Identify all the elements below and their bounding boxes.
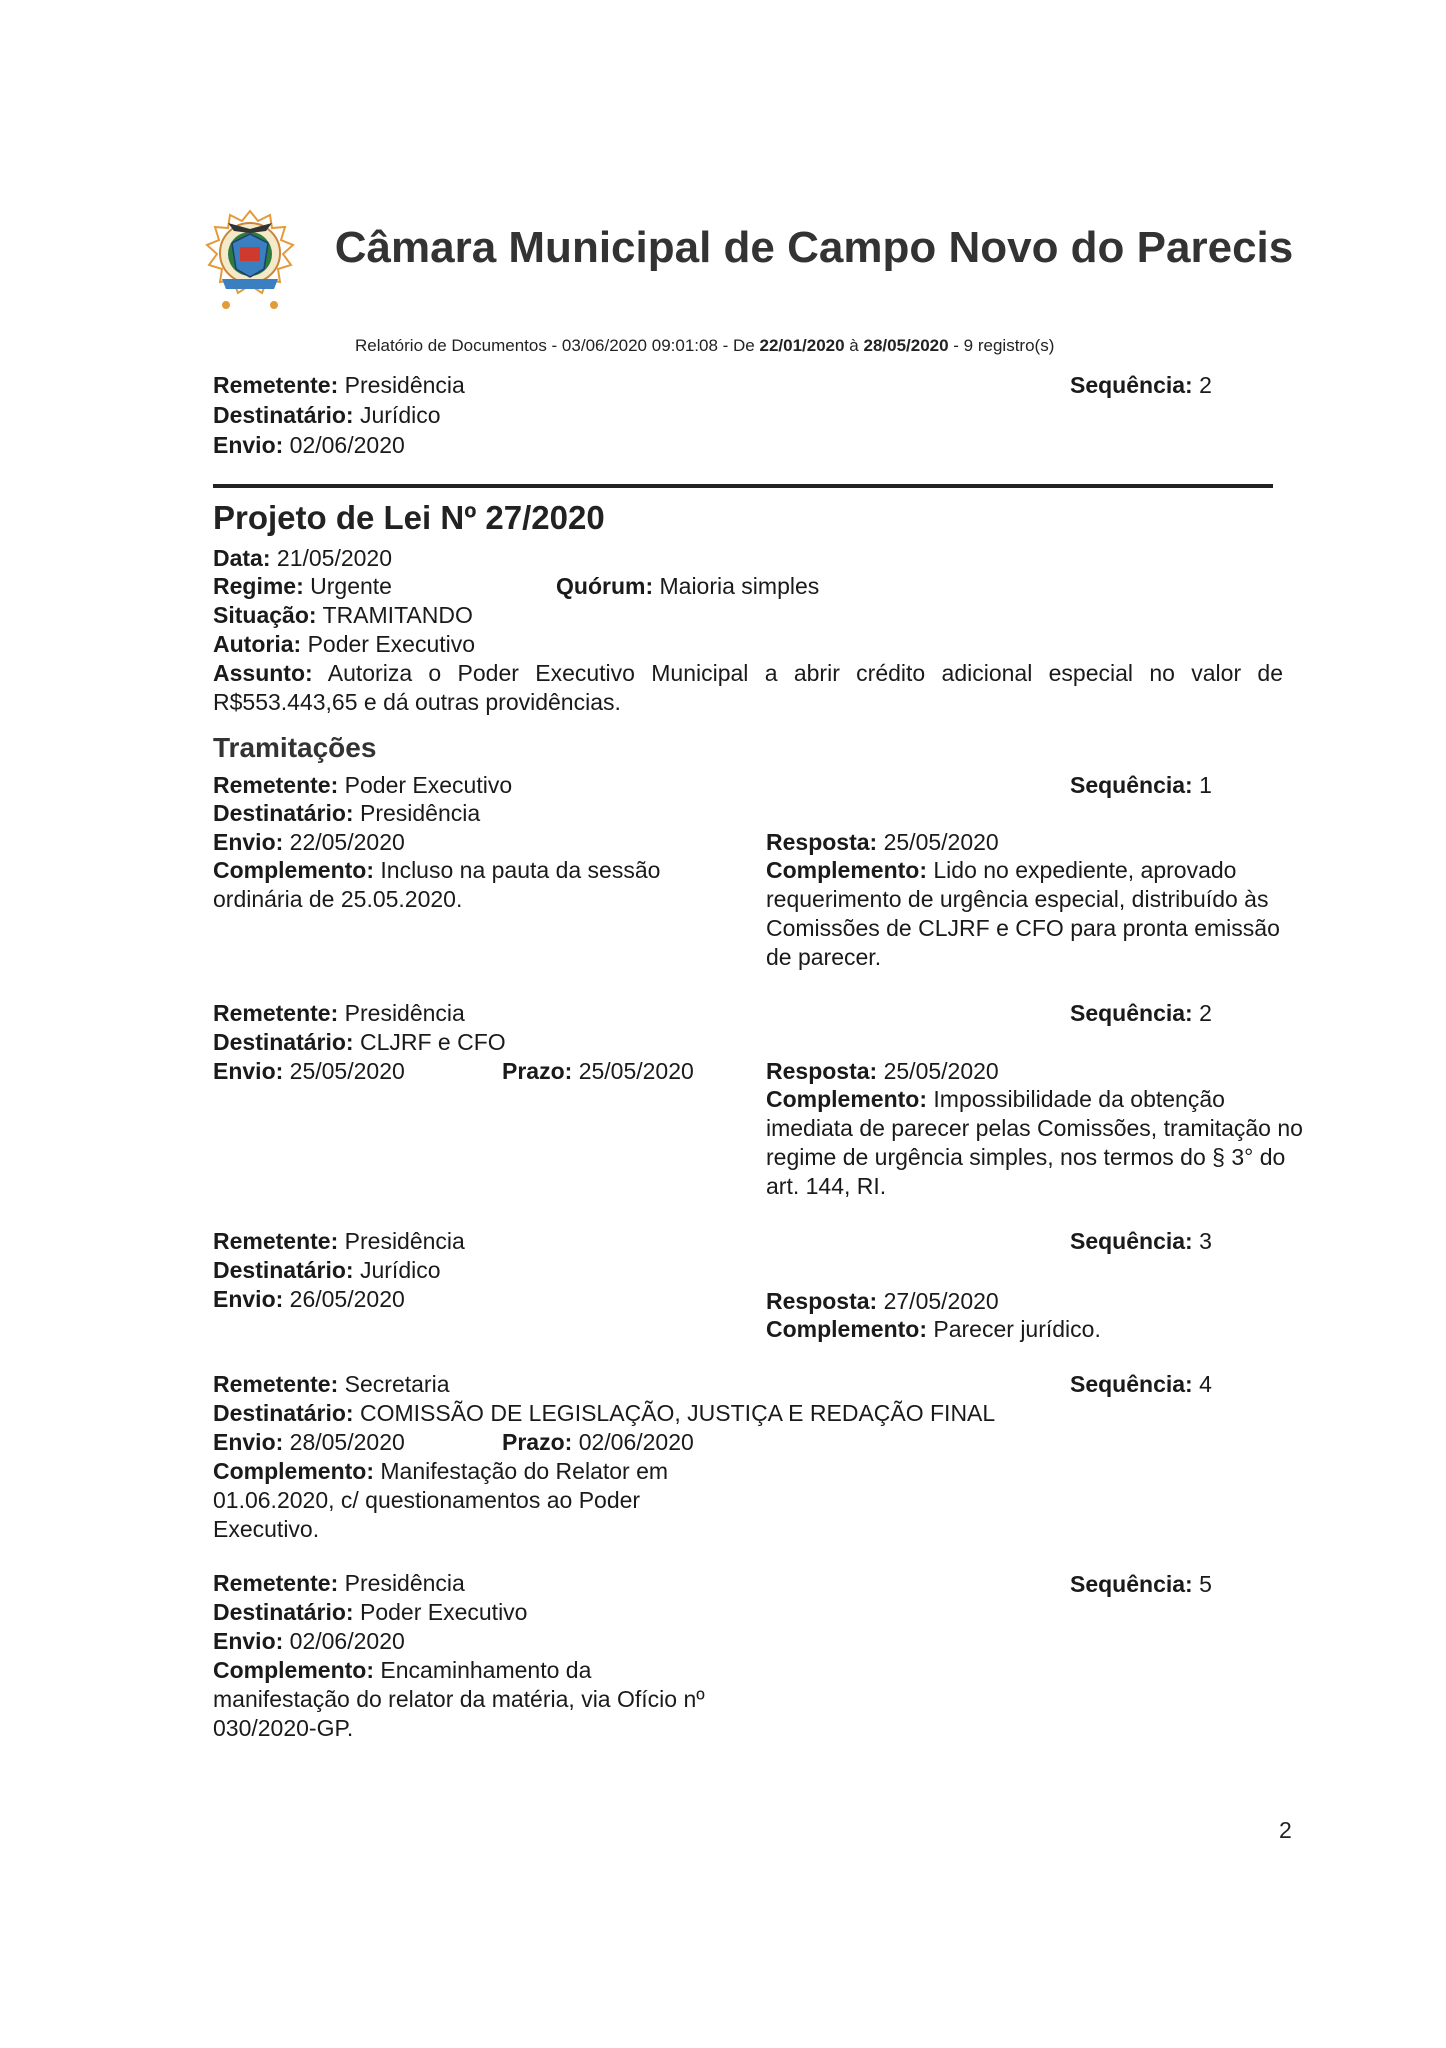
sequencia-value: 3	[1199, 1228, 1212, 1254]
remetente-value: Secretaria	[344, 1371, 450, 1397]
prazo-value: 25/05/2020	[578, 1058, 694, 1084]
sequencia-label: Sequência:	[1070, 1000, 1193, 1026]
tram4-envio	[213, 1428, 405, 1457]
report-prefix: Relatório de Documentos - 03/06/2020 09:01:08 - De	[355, 336, 760, 355]
remetente-label: Remetente:	[213, 372, 339, 398]
complemento-value: Incluso na pauta da sessão ordinária de 25.05.2020.	[213, 857, 661, 912]
tram1-remetente	[213, 771, 512, 800]
remetente-value: Presidência	[344, 1570, 465, 1596]
tram5-destinatario	[213, 1598, 527, 1627]
tram3-sequencia	[1070, 1227, 1212, 1256]
destinatario-value: COMISSÃO DE LEGISLAÇÃO, JUSTIÇA E REDAÇÃO FINAL	[359, 1400, 996, 1426]
projeto-situacao	[213, 601, 473, 630]
tram5-sequencia	[1070, 1570, 1212, 1599]
tram3-envio	[213, 1285, 405, 1314]
tram5-complemento	[213, 1656, 728, 1743]
tram3-resposta	[766, 1287, 999, 1316]
prazo-label: Prazo:	[502, 1429, 573, 1455]
projeto-data	[213, 544, 392, 573]
quorum-label: Quórum:	[556, 573, 654, 599]
tram4-destinatario	[213, 1399, 995, 1428]
autoria-label: Autoria:	[213, 631, 302, 657]
destinatario-value: Jurídico	[359, 402, 441, 428]
envio-label: Envio:	[213, 829, 284, 855]
projeto-autoria	[213, 630, 475, 659]
remetente-label: Remetente:	[213, 1000, 339, 1026]
destinatario-label: Destinatário:	[213, 1029, 354, 1055]
projeto-regime	[213, 572, 392, 601]
resposta-label: Resposta:	[766, 1058, 878, 1084]
remetente-label: Remetente:	[213, 1371, 339, 1397]
projeto-quorum	[556, 572, 819, 601]
remetente-label: Remetente:	[213, 772, 339, 798]
tram1-complemento	[213, 856, 713, 914]
complemento-value: Lido no expediente, aprovado requerimento de urgência especial, distribuído às Comissões de CLJRF e CFO para pronta emissão de parecer.	[766, 857, 1280, 970]
complemento-value: Manifestação do Relator em 01.06.2020, c/ questionamentos ao Poder Executivo.	[213, 1458, 669, 1542]
tram5-envio	[213, 1627, 405, 1656]
situacao-value: TRAMITANDO	[322, 602, 473, 628]
destinatario-label: Destinatário:	[213, 1400, 354, 1426]
report-mid: à	[844, 336, 864, 355]
destinatario-value: CLJRF e CFO	[359, 1029, 506, 1055]
report-date-from: 22/01/2020	[759, 336, 845, 355]
municipal-crest-logo	[200, 207, 300, 317]
remetente-value: Presidência	[344, 1000, 465, 1026]
complemento-label: Complemento:	[213, 1657, 374, 1683]
report-date-to: 28/05/2020	[863, 336, 949, 355]
report-suffix: - 9 registro(s)	[948, 336, 1055, 355]
tram2-envio	[213, 1057, 405, 1086]
destinatario-label: Destinatário:	[213, 800, 354, 826]
tram1-envio	[213, 828, 405, 857]
tram4-prazo	[502, 1428, 694, 1457]
destinatario-value: Presidência	[359, 800, 481, 826]
resposta-label: Resposta:	[766, 1288, 878, 1314]
remetente-value: Presidência	[344, 372, 465, 398]
complemento-value: Parecer jurídico.	[933, 1316, 1101, 1342]
envio-label: Envio:	[213, 1628, 284, 1654]
complemento-value: Impossibilidade da obtenção imediata de parecer pelas Comissões, tramitação no regime de urgência simples, nos termos do § 3° do art. 144, RI.	[766, 1086, 1303, 1199]
destinatario-label: Destinatário:	[213, 402, 354, 428]
complemento-label: Complemento:	[766, 1316, 927, 1342]
sequencia-label: Sequência:	[1070, 372, 1193, 398]
prazo-label: Prazo:	[502, 1058, 573, 1084]
page-number: 2	[1279, 1817, 1292, 1843]
complemento-label: Complemento:	[213, 857, 374, 883]
top-envio	[213, 431, 405, 460]
tram3-remetente	[213, 1227, 465, 1256]
divider	[213, 484, 1273, 488]
projeto-title: Projeto de Lei Nº 27/2020	[213, 499, 605, 536]
resposta-label: Resposta:	[766, 829, 878, 855]
autoria-value: Poder Executivo	[307, 631, 476, 657]
envio-label: Envio:	[213, 1058, 284, 1084]
quorum-value: Maioria simples	[659, 573, 820, 599]
tram4-sequencia	[1070, 1370, 1212, 1399]
resposta-value: 27/05/2020	[883, 1288, 999, 1314]
tram2-resposta	[766, 1057, 999, 1086]
assunto-label: Assunto:	[213, 660, 313, 686]
envio-label: Envio:	[213, 1429, 284, 1455]
envio-label: Envio:	[213, 432, 284, 458]
regime-value: Urgente	[310, 573, 392, 599]
destinatario-label: Destinatário:	[213, 1257, 354, 1283]
tram2-remetente	[213, 999, 465, 1028]
tram3-destinatario	[213, 1256, 441, 1285]
regime-label: Regime:	[213, 573, 304, 599]
tram4-remetente	[213, 1370, 449, 1399]
sequencia-value: 4	[1199, 1371, 1212, 1397]
tram4-complemento	[213, 1457, 718, 1544]
tram3-resposta-complemento	[766, 1315, 1101, 1344]
tramitacoes-title: Tramitações	[213, 732, 377, 763]
tram5-remetente	[213, 1569, 465, 1598]
sequencia-label: Sequência:	[1070, 1371, 1193, 1397]
remetente-label: Remetente:	[213, 1228, 339, 1254]
data-value: 21/05/2020	[276, 545, 393, 571]
envio-label: Envio:	[213, 1286, 284, 1312]
top-destinatario	[213, 401, 441, 430]
envio-value: 28/05/2020	[289, 1429, 405, 1455]
tram2-resposta-complemento	[766, 1085, 1311, 1201]
assunto-value: Autoriza o Poder Executivo Municipal a abrir crédito adicional especial no valor de R$553.443,65 e dá outras providências.	[213, 660, 1284, 715]
tram1-resposta	[766, 828, 999, 857]
sequencia-value: 2	[1199, 372, 1212, 398]
prazo-value: 02/06/2020	[578, 1429, 694, 1455]
tram1-sequencia	[1070, 771, 1212, 800]
envio-value: 22/05/2020	[289, 829, 405, 855]
top-sequencia	[1070, 371, 1212, 400]
remetente-label: Remetente:	[213, 1570, 339, 1596]
destinatario-value: Poder Executivo	[359, 1599, 528, 1625]
tram1-destinatario	[213, 799, 480, 828]
sequencia-label: Sequência:	[1070, 1571, 1193, 1597]
remetente-value: Presidência	[344, 1228, 465, 1254]
sequencia-value: 5	[1199, 1571, 1212, 1597]
sequencia-value: 1	[1199, 772, 1212, 798]
destinatario-value: Jurídico	[359, 1257, 441, 1283]
document-title: Câmara Municipal de Campo Novo do Parecis	[334, 223, 1294, 272]
envio-value: 02/06/2020	[289, 1628, 405, 1654]
tram2-sequencia	[1070, 999, 1212, 1028]
situacao-label: Situação:	[213, 602, 317, 628]
complemento-label: Complemento:	[766, 857, 927, 883]
tram2-destinatario	[213, 1028, 506, 1057]
tram2-prazo	[502, 1057, 694, 1086]
envio-value: 25/05/2020	[289, 1058, 405, 1084]
resposta-value: 25/05/2020	[883, 1058, 999, 1084]
projeto-assunto	[213, 659, 1283, 717]
complemento-value: Encaminhamento da manifestação do relator da matéria, via Ofício nº 030/2020-GP.	[213, 1657, 705, 1741]
sequencia-label: Sequência:	[1070, 772, 1193, 798]
sequencia-value: 2	[1199, 1000, 1212, 1026]
envio-value: 02/06/2020	[289, 432, 405, 458]
complemento-label: Complemento:	[766, 1086, 927, 1112]
resposta-value: 25/05/2020	[883, 829, 999, 855]
tram1-resposta-complemento	[766, 856, 1306, 972]
report-info	[355, 336, 1145, 356]
complemento-label: Complemento:	[213, 1458, 374, 1484]
destinatario-label: Destinatário:	[213, 1599, 354, 1625]
remetente-value: Poder Executivo	[344, 772, 513, 798]
top-remetente	[213, 371, 465, 400]
data-label: Data:	[213, 545, 271, 571]
envio-value: 26/05/2020	[289, 1286, 405, 1312]
sequencia-label: Sequência:	[1070, 1228, 1193, 1254]
